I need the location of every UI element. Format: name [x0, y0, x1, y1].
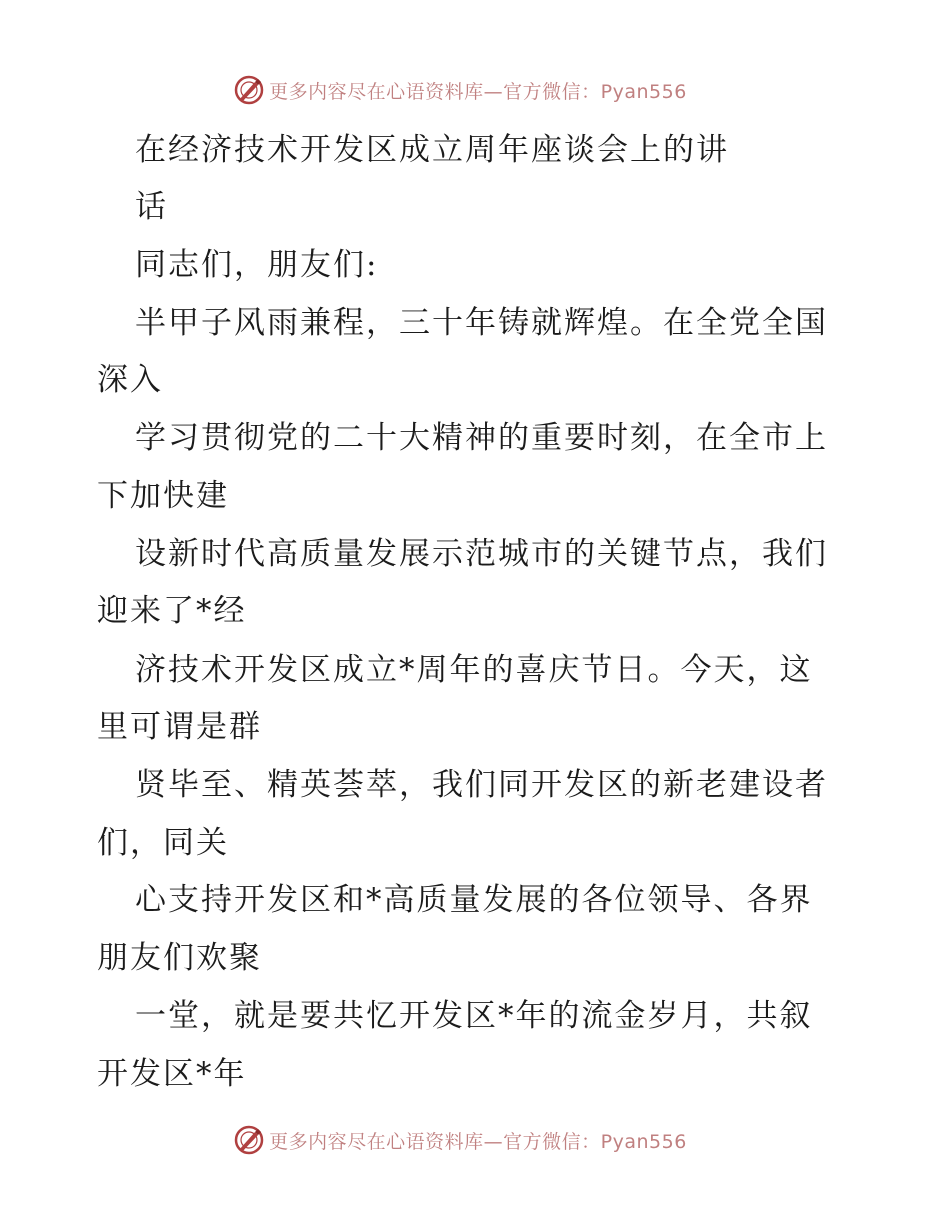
doc-paragraph-line: 迎来了*经: [97, 593, 247, 629]
header-watermark-text: 更多内容尽在心语资料库—官方微信：Pyan556: [269, 80, 687, 103]
doc-salutation: 同志们，朋友们:: [135, 247, 379, 283]
pen-circle-logo-icon: [233, 74, 265, 106]
doc-paragraph-line: 济技术开发区成立*周年的喜庆节日。今天，这: [135, 652, 813, 688]
doc-paragraph-line: 深入: [97, 362, 163, 398]
doc-paragraph-line: 一堂，就是要共忆开发区*年的流金岁月，共叙: [135, 998, 813, 1034]
doc-paragraph-line: 半甲子风雨兼程，三十年铸就辉煌。在全党全国: [135, 305, 828, 341]
doc-paragraph-line: 下加快建: [97, 478, 229, 514]
doc-title-line-1: 在经济技术开发区成立周年座谈会上的讲: [135, 132, 729, 168]
doc-paragraph-line: 开发区*年: [97, 1056, 247, 1092]
header-watermark-banner: [0, 70, 950, 110]
doc-paragraph-line: 设新时代高质量发展示范城市的关键节点，我们: [135, 536, 828, 572]
doc-paragraph-line: 心支持开发区和*高质量发展的各位领导、各界: [135, 882, 813, 918]
doc-title-line-2: 话: [135, 189, 168, 225]
footer-watermark-banner: [0, 1120, 950, 1160]
doc-paragraph-line: 里可谓是群: [97, 709, 262, 745]
pen-circle-logo-icon: [233, 1124, 265, 1156]
doc-paragraph-line: 们，同关: [97, 825, 229, 861]
doc-paragraph-line: 朋友们欢聚: [97, 940, 262, 976]
footer-watermark-text: 更多内容尽在心语资料库—官方微信：Pyan556: [269, 1130, 687, 1153]
doc-paragraph-line: 学习贯彻党的二十大精神的重要时刻，在全市上: [135, 420, 828, 456]
doc-paragraph-line: 贤毕至、精英荟萃，我们同开发区的新老建设者: [135, 767, 828, 803]
